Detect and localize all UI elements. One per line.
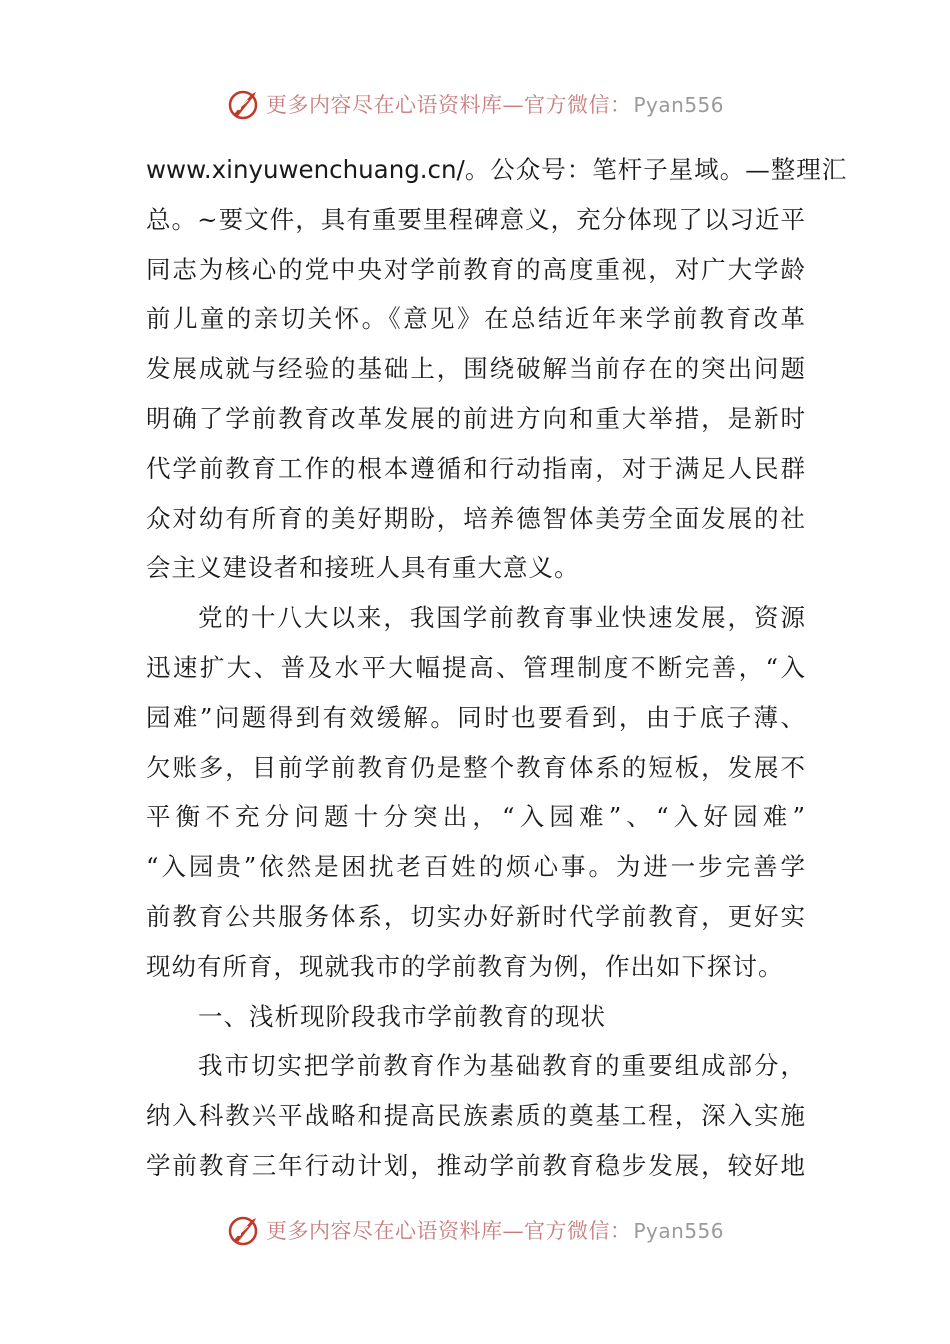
text-line: 会主义建设者和接班人具有重大意义。	[146, 553, 580, 583]
watermark-handle: Pyan556	[633, 93, 724, 117]
watermark-label: 更多内容尽在心语资料库—官方微信：	[265, 1219, 632, 1243]
section-heading: 一、浅析现阶段我市学前教育的现状	[198, 1001, 606, 1031]
text-line: 发展成就与经验的基础上，围绕破解当前存在的突出问题	[146, 354, 806, 384]
text-line: 代学前教育工作的根本遵循和行动指南，对于满足人民群	[146, 453, 806, 483]
text-line: 前儿童的亲切关怀。《意见》在总结近年来学前教育改革	[146, 304, 806, 334]
header-watermark-banner	[0, 82, 950, 126]
text-line: 平衡不充分问题十分突出，“入园难”、“入好园难”	[146, 802, 806, 832]
document-body	[146, 145, 848, 1191]
text-line: “入园贵”依然是困扰老百姓的烦心事。为进一步完善学	[146, 852, 806, 882]
footer-watermark-banner	[0, 1208, 950, 1252]
quill-logo-icon	[226, 86, 262, 122]
watermark-label: 更多内容尽在心语资料库—官方微信：	[265, 93, 632, 117]
watermark-handle: Pyan556	[633, 1219, 724, 1243]
text-line: www.xinyuwenchuang.cn/。公众号：笔杆子星域。—整理汇	[146, 155, 848, 184]
text-line: 学前教育三年行动计划，推动学前教育稳步发展，较好地	[146, 1150, 806, 1180]
text-line: 总。~要文件，具有重要里程碑意义，充分体现了以习近平	[146, 204, 806, 234]
watermark-text	[266, 89, 724, 119]
website-url: www.xinyuwenchuang.cn/	[146, 155, 465, 184]
text-line: 同志为核心的党中央对学前教育的高度重视，对广大学龄	[146, 254, 806, 284]
text-line: 明确了学前教育改革发展的前进方向和重大举措，是新时	[146, 403, 806, 433]
text-line: 我市切实把学前教育作为基础教育的重要组成部分，	[198, 1051, 806, 1081]
text-line: 前教育公共服务体系，切实办好新时代学前教育，更好实	[146, 901, 806, 931]
text-line: 纳入科教兴平战略和提高民族素质的奠基工程，深入实施	[146, 1101, 806, 1131]
text-line: 现幼有所育，现就我市的学前教育为例，作出如下探讨。	[146, 951, 784, 981]
text-line: 众对幼有所育的美好期盼，培养德智体美劳全面发展的社	[146, 503, 806, 533]
text-line: 迅速扩大、普及水平大幅提高、管理制度不断完善，“入	[146, 652, 806, 682]
text-line: 园难”问题得到有效缓解。同时也要看到，由于底子薄、	[146, 702, 806, 732]
quill-logo-icon	[226, 1212, 262, 1248]
text-line: 欠账多，目前学前教育仍是整个教育体系的短板，发展不	[146, 752, 806, 782]
watermark-text	[266, 1215, 724, 1245]
text-line: 党的十八大以来，我国学前教育事业快速发展，资源	[198, 603, 806, 633]
